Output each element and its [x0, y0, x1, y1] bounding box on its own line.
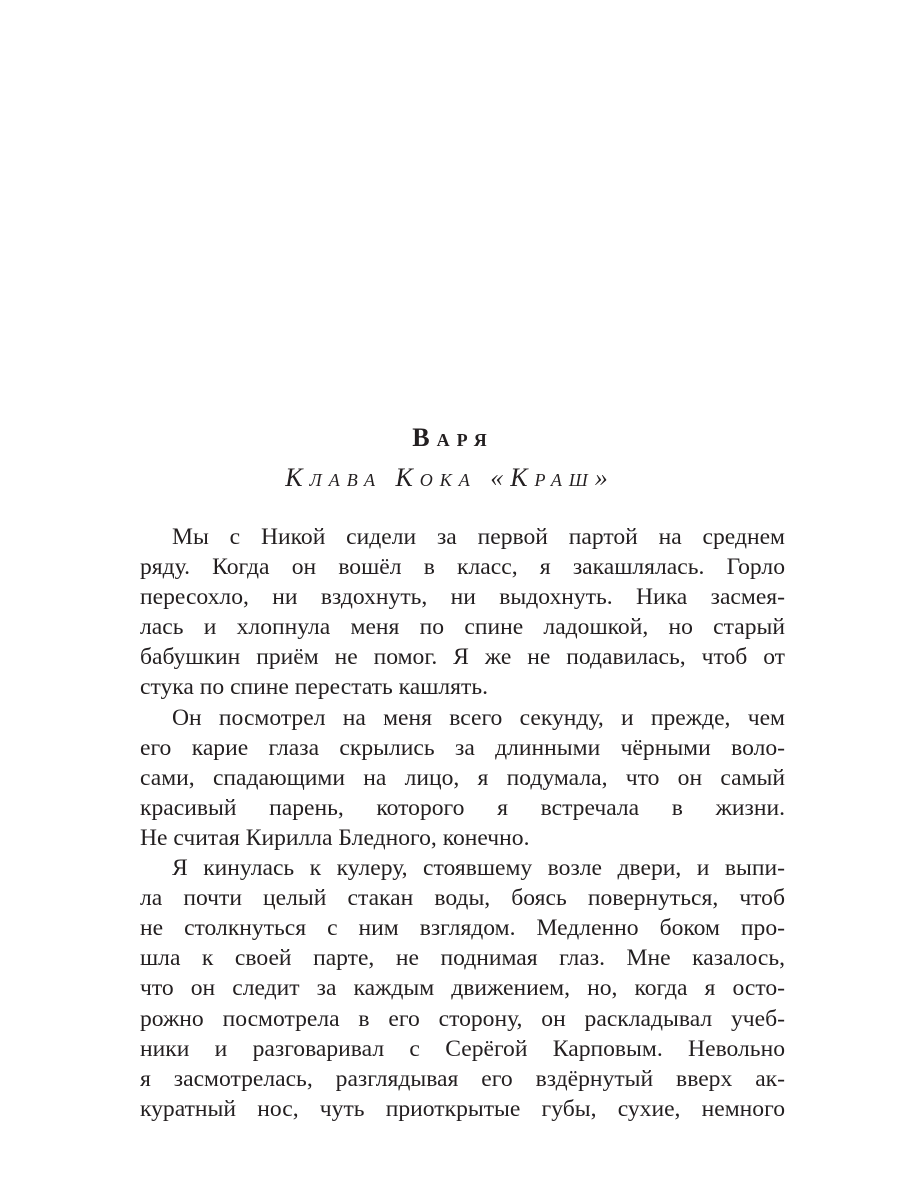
text-line: что он следит за каждым движением, но, когда я осто- [140, 975, 785, 1002]
text-line: не столкнуться с ним взглядом. Медленно боком про- [140, 915, 785, 942]
text-line: Мы с Никой сидели за первой партой на среднем [172, 524, 785, 550]
chapter-title: Варя [412, 423, 494, 452]
chapter-subtitle: Клава Кока «Краш» [285, 463, 615, 492]
text-line: куратный нос, чуть приоткрытые губы, сухие, немного [140, 1095, 785, 1122]
text-line: Он посмотрел на меня всего секунду, и прежде, чем [172, 704, 785, 731]
text-line: Не считая Кирилла Бледного, конечно. [140, 824, 530, 851]
text-line: рожно посмотрела в его сторону, он раскладывал учеб- [140, 1005, 785, 1032]
text-line: стука по спине перестать кашлять. [140, 674, 488, 701]
text-line: пересохло, ни вздохнуть, ни выдохнуть. Ника засмея- [140, 584, 785, 611]
body-text [140, 522, 785, 1124]
text-line: его карие глаза скрылись за длинными чёрными воло- [140, 734, 785, 761]
text-line: ники и разговаривал с Серёгой Карповым. Невольно [140, 1035, 785, 1062]
text-line: я засмотрелась, разглядывая его вздёрнутый вверх ак- [140, 1065, 785, 1092]
text-line: ряду. Когда он вошёл в класс, я закашлялась. Горло [140, 554, 785, 581]
text-line: ла почти целый стакан воды, боясь повернуться, чтоб [140, 885, 785, 912]
chapter-heading [0, 418, 900, 498]
text-line: сами, спадающими на лицо, я подумала, что он самый [140, 764, 785, 791]
text-line: красивый парень, которого я встречала в жизни. [140, 794, 785, 821]
text-line: лась и хлопнула меня по спине ладошкой, но старый [140, 614, 785, 641]
text-line: шла к своей парте, не поднимая глаз. Мне казалось, [140, 945, 785, 972]
text-line: Я кинулась к кулеру, стоявшему возле двери, и выпи- [172, 855, 785, 882]
text-line: бабушкин приём не помог. Я же не подавилась, чтоб от [140, 644, 785, 671]
